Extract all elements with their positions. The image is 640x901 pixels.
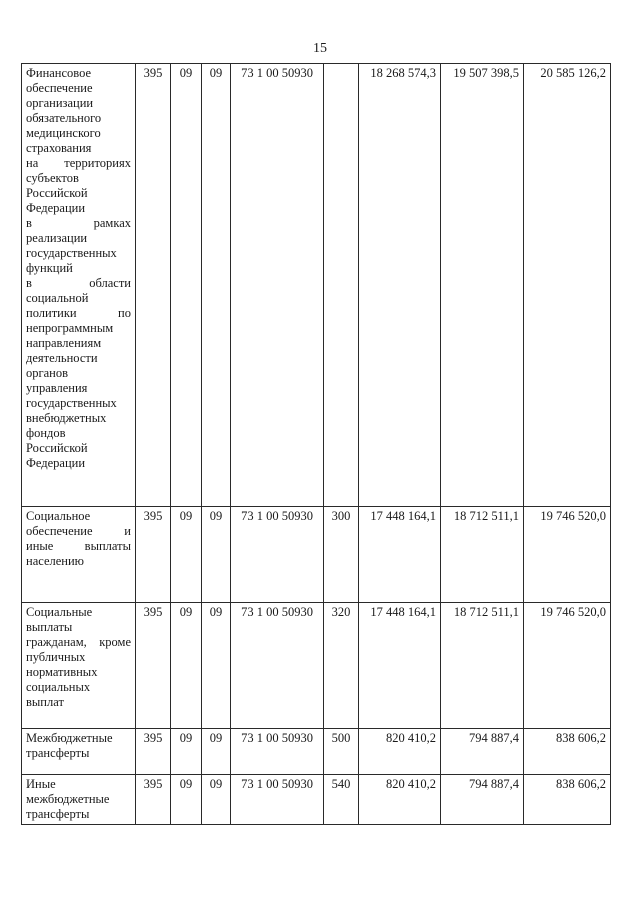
expense-name-line: страхования — [26, 141, 92, 155]
expense-name-line: Межбюджетные — [26, 731, 113, 745]
target-article-cell: 73 1 00 50930 — [231, 729, 324, 775]
expense-name-line: Финансовое — [26, 66, 92, 80]
expense-name-line: Социальные — [26, 605, 93, 619]
target-article-cell: 73 1 00 50930 — [231, 507, 324, 603]
expense-name-line: нормативных — [26, 665, 98, 679]
amount-year1-cell: 820 410,2 — [359, 775, 441, 825]
expense-name-line: социальных — [26, 680, 91, 694]
expense-name-cell — [22, 507, 136, 603]
expense-name-line: населению — [26, 554, 84, 568]
expense-name-line: направлениям — [26, 336, 102, 350]
expense-name-line: реализации — [26, 231, 88, 245]
expense-name-line: непрограммным — [26, 321, 114, 335]
expense-name-line: гражданам, кроме — [26, 635, 131, 649]
expense-name-line: иные выплаты — [26, 539, 131, 553]
amount-year1-cell: 17 448 164,1 — [359, 603, 441, 729]
section-code-cell: 09 — [171, 729, 202, 775]
budget-table — [21, 63, 611, 825]
table-row — [22, 729, 611, 775]
expense-name-line: в рамках — [26, 216, 131, 230]
expense-type-cell: 300 — [324, 507, 359, 603]
amount-year2-cell: 794 887,4 — [441, 775, 524, 825]
subsection-code-cell: 09 — [202, 64, 231, 507]
expense-name-line: деятельности — [26, 351, 98, 365]
ministry-code-cell: 395 — [136, 729, 171, 775]
expense-name-line: на территориях — [26, 156, 131, 170]
expense-name-line: политики по — [26, 306, 131, 320]
expense-name-line: обеспечение — [26, 81, 93, 95]
expense-name-line: публичных — [26, 650, 86, 664]
amount-year3-cell: 838 606,2 — [524, 729, 611, 775]
table-row — [22, 507, 611, 603]
expense-name-line: фондов — [26, 426, 66, 440]
expense-name-line: выплат — [26, 695, 64, 709]
expense-name-line: субъектов — [26, 171, 79, 185]
expense-type-cell: 540 — [324, 775, 359, 825]
expense-type-cell: 320 — [324, 603, 359, 729]
amount-year2-cell: 18 712 511,1 — [441, 507, 524, 603]
amount-year3-cell: 19 746 520,0 — [524, 603, 611, 729]
ministry-code-cell: 395 — [136, 507, 171, 603]
expense-name-line: функций — [26, 261, 73, 275]
expense-name-line: управления — [26, 381, 88, 395]
amount-year1-cell: 18 268 574,3 — [359, 64, 441, 507]
section-code-cell: 09 — [171, 775, 202, 825]
expense-name-line: Российской — [26, 441, 88, 455]
section-code-cell: 09 — [171, 64, 202, 507]
expense-name-line: трансферты — [26, 807, 90, 821]
target-article-cell: 73 1 00 50930 — [231, 603, 324, 729]
section-code-cell: 09 — [171, 507, 202, 603]
expense-name-line: Российской — [26, 186, 88, 200]
amount-year3-cell: 20 585 126,2 — [524, 64, 611, 507]
expense-name-line: межбюджетные — [26, 792, 110, 806]
subsection-code-cell: 09 — [202, 729, 231, 775]
expense-name-line: в области — [26, 276, 131, 290]
expense-name-line: внебюджетных — [26, 411, 107, 425]
expense-name-line: выплаты — [26, 620, 73, 634]
amount-year1-cell: 17 448 164,1 — [359, 507, 441, 603]
expense-type-cell: 500 — [324, 729, 359, 775]
amount-year2-cell: 794 887,4 — [441, 729, 524, 775]
amount-year2-cell: 18 712 511,1 — [441, 603, 524, 729]
expense-name-line: органов — [26, 366, 69, 380]
expense-name-line: социальной — [26, 291, 89, 305]
expense-type-cell — [324, 64, 359, 507]
table-row — [22, 64, 611, 507]
expense-name-line: государственных — [26, 246, 117, 260]
amount-year3-cell: 19 746 520,0 — [524, 507, 611, 603]
target-article-cell: 73 1 00 50930 — [231, 775, 324, 825]
expense-name-line: Федерации — [26, 456, 86, 470]
expense-name-line: Социальное — [26, 509, 91, 523]
table-row — [22, 603, 611, 729]
expense-name-cell — [22, 64, 136, 507]
ministry-code-cell: 395 — [136, 64, 171, 507]
expense-name-cell — [22, 775, 136, 825]
amount-year2-cell: 19 507 398,5 — [441, 64, 524, 507]
expense-name-line: медицинского — [26, 126, 101, 140]
expense-name-line: обязательного — [26, 111, 102, 125]
expense-name-line: обеспечение и — [26, 524, 131, 538]
ministry-code-cell: 395 — [136, 603, 171, 729]
amount-year3-cell: 838 606,2 — [524, 775, 611, 825]
expense-name-line: организации — [26, 96, 94, 110]
target-article-cell: 73 1 00 50930 — [231, 64, 324, 507]
expense-name-line: государственных — [26, 396, 117, 410]
subsection-code-cell: 09 — [202, 603, 231, 729]
ministry-code-cell: 395 — [136, 775, 171, 825]
subsection-code-cell: 09 — [202, 507, 231, 603]
expense-name-line: трансферты — [26, 746, 90, 760]
expense-name-line: Иные — [26, 777, 56, 791]
expense-name-cell — [22, 603, 136, 729]
table-row — [22, 775, 611, 825]
section-code-cell: 09 — [171, 603, 202, 729]
expense-name-cell — [22, 729, 136, 775]
expense-name-line: Федерации — [26, 201, 86, 215]
subsection-code-cell: 09 — [202, 775, 231, 825]
amount-year1-cell: 820 410,2 — [359, 729, 441, 775]
page-number: 15 — [313, 41, 327, 56]
